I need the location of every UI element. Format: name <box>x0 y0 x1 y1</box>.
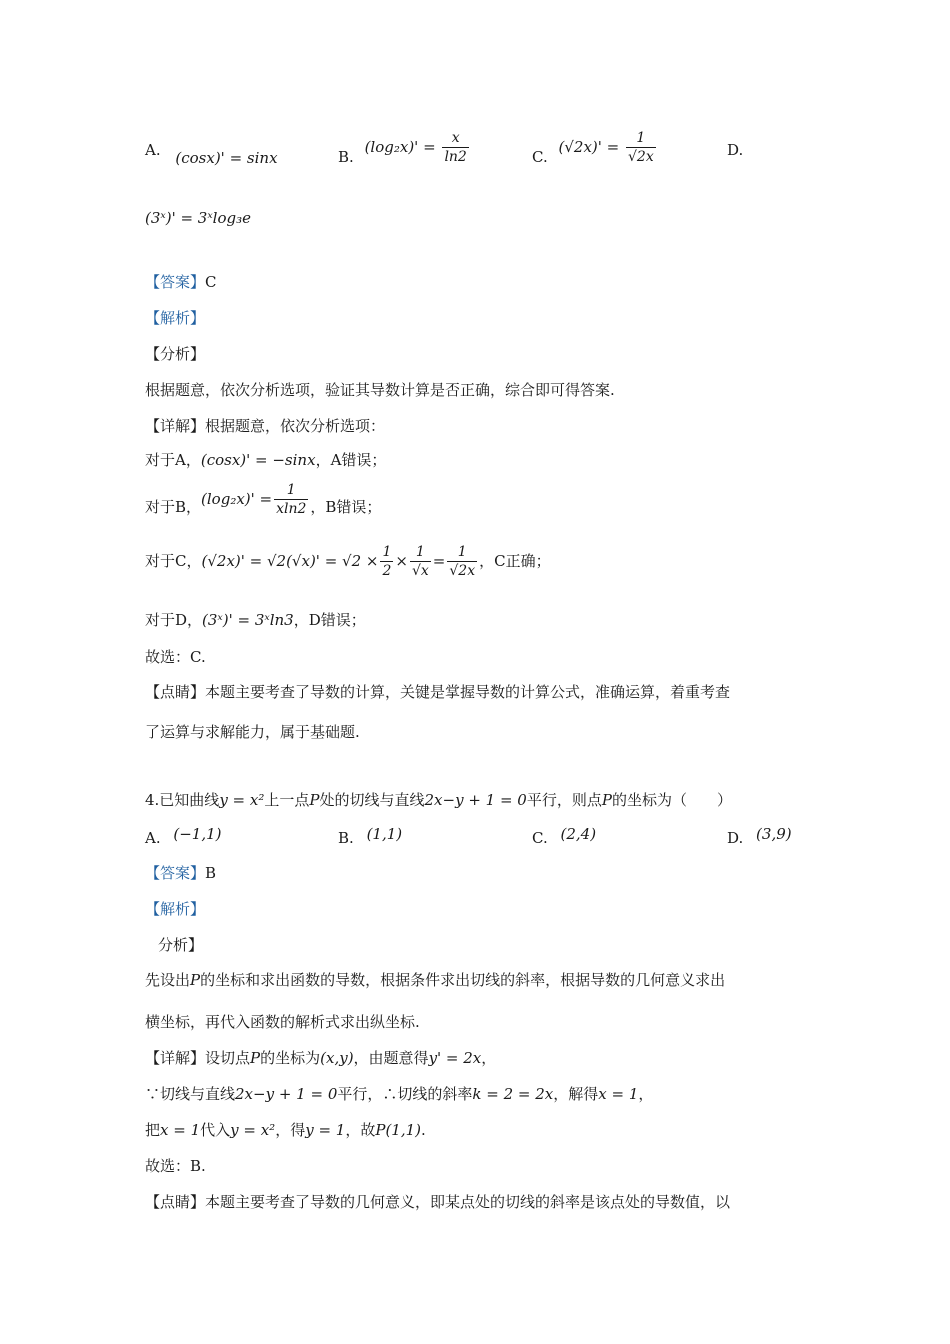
line-b-post: ，B错误； <box>310 498 382 516</box>
option-c-lhs: (√2x)' = <box>558 138 620 156</box>
q4-option-b <box>338 824 403 847</box>
q4-xj1-mid2: ，由题意得 <box>353 1049 429 1067</box>
q4-xiangjie-line2 <box>145 1084 653 1104</box>
q4-stem-p2: P <box>601 791 612 809</box>
q4-analysis-tag: 【解析】 <box>145 900 206 918</box>
q4-d-letter: D. <box>727 829 744 847</box>
option-b-numerator: x <box>451 130 460 146</box>
q4-xj2-math3: x = 1 <box>598 1085 639 1103</box>
q4-dianjing-text: 本题主要考查了导数的几何意义，即某点处的切线的斜率是该点处的导数值，以 <box>205 1193 731 1211</box>
q4-stem-pre: 4.已知曲线 <box>145 791 220 809</box>
q4-c-letter: C. <box>532 829 548 847</box>
q4-xj2-end: ， <box>638 1085 654 1103</box>
option-a-formula: (cosx)' = sinx <box>175 149 278 167</box>
q4-xj2-math2: k = 2 = 2x <box>472 1085 554 1103</box>
q3-answer-line <box>145 272 217 292</box>
q4-xiangjie-tag: 【详解】 <box>145 1049 206 1067</box>
q4-option-c <box>532 824 597 847</box>
q3-dianjing-line2: 了运算与求解能力，属于基础题. <box>145 723 360 741</box>
q4-dianjing-line <box>145 1192 730 1212</box>
q4-choose: 故选：B. <box>145 1157 206 1175</box>
q4-stem-end: 的坐标为（ ） <box>611 791 732 809</box>
q4-stem-mid1: 上一点 <box>264 791 310 809</box>
answer-tag: 【答案】 <box>145 273 206 291</box>
q4-stem-math1: y = x² <box>219 791 265 809</box>
line-b-fraction <box>274 482 308 518</box>
line-c-n1: 1 <box>382 544 392 560</box>
line-c-post: ，C正确； <box>479 552 551 570</box>
q4-fenxi-label: 分析】 <box>158 936 204 954</box>
line-c <box>145 544 551 580</box>
line-b-math: (log₂x)' = <box>201 490 273 508</box>
line-c-frac1 <box>380 544 393 580</box>
line-b-pre: 对于B， <box>145 498 202 516</box>
q4-xj1-pre: 设切点 <box>205 1049 251 1067</box>
answer-value: C <box>205 273 217 291</box>
q4-xj3-mid: 代入 <box>200 1121 231 1139</box>
q4-xj1-math: (x,y) <box>320 1049 354 1067</box>
option-b-lhs: (log₂x)' = <box>364 138 436 156</box>
q4-xj2-mid: 平行，∴切线的斜率 <box>337 1085 473 1103</box>
line-a-math: (cosx)' = −sinx <box>200 451 316 469</box>
q4-fenxi-line1 <box>145 970 725 990</box>
q4-answer-line <box>145 863 216 883</box>
q4-xj3-math2: y = x² <box>230 1121 276 1139</box>
q4-xj3-math3: y = 1 <box>305 1121 346 1139</box>
line-b-num: 1 <box>286 482 296 498</box>
q4-d-value: (3,9) <box>756 825 792 843</box>
q4-b-letter: B. <box>338 829 354 847</box>
line-d-math: (3ˣ)' = 3ˣln3 <box>202 611 294 629</box>
q4-stem-p: P <box>309 791 320 809</box>
line-c-math: (√2x)' = √2(√x)' = √2 × <box>201 552 379 570</box>
q4-xj3-math: x = 1 <box>160 1121 201 1139</box>
q4-a-value: (−1,1) <box>173 825 222 843</box>
line-c-frac3 <box>447 544 477 580</box>
q4-xj3-math4: P(1,1) <box>375 1121 422 1139</box>
xiangjie-tag: 【详解】 <box>145 417 206 435</box>
line-a-pre: 对于A， <box>145 451 201 469</box>
analysis-tag: 【解析】 <box>145 309 206 327</box>
q4-fenxi-p: P <box>190 971 201 989</box>
option-c-fraction <box>626 130 656 166</box>
q4-xj3-mid2: ，得 <box>275 1121 306 1139</box>
xiangjie-text: 根据题意，依次分析选项： <box>205 417 386 435</box>
line-c-pre: 对于C， <box>145 552 202 570</box>
xiangjie-line <box>145 416 385 436</box>
q4-answer-tag: 【答案】 <box>145 864 206 882</box>
q4-c-value: (2,4) <box>560 825 597 843</box>
q4-stem-mid2: 处的切线与直线 <box>319 791 425 809</box>
line-a-post: ，A错误； <box>315 451 387 469</box>
q4-a-letter: A. <box>145 829 161 847</box>
q4-option-a <box>145 824 222 847</box>
line-c-times: × <box>395 552 408 570</box>
q4-xj1-mid: 的坐标为 <box>260 1049 321 1067</box>
fenxi-tag: 【分析】 <box>145 345 206 363</box>
line-c-d2: √x <box>411 563 429 579</box>
option-d-letter: D. <box>727 141 744 159</box>
q4-fenxi-line2: 横坐标，再代入函数的解析式求出纵坐标. <box>145 1013 420 1031</box>
q4-option-d <box>727 824 792 847</box>
line-c-n3: 1 <box>457 544 467 560</box>
option-b <box>338 130 471 166</box>
q4-fenxi-pre: 先设出 <box>145 971 191 989</box>
q4-xj3-end: . <box>421 1121 426 1139</box>
q4-xj1-end: ， <box>481 1049 497 1067</box>
line-b-den: xln2 <box>276 501 307 517</box>
option-c-letter: C. <box>532 148 548 166</box>
q4-xj2-mid2: ，解得 <box>553 1085 599 1103</box>
q4-xj2-math: 2x−y + 1 = 0 <box>235 1085 338 1103</box>
option-c <box>532 130 658 166</box>
q3-choose: 故选：C. <box>145 648 206 666</box>
line-c-frac2 <box>410 544 431 580</box>
dianjing-tag: 【点睛】 <box>145 683 206 701</box>
q4-stem-math2: 2x−y + 1 = 0 <box>424 791 527 809</box>
q4-dianjing-tag: 【点睛】 <box>145 1193 206 1211</box>
q4-xiangjie-line3 <box>145 1120 426 1140</box>
line-c-d1: 2 <box>382 563 392 579</box>
q4-xj3-pre: 把 <box>145 1121 161 1139</box>
q4-stem-mid3: 平行，则点 <box>526 791 602 809</box>
option-d-formula: (3ˣ)' = 3ˣlog₃e <box>145 209 251 227</box>
line-d-pre: 对于D， <box>145 611 203 629</box>
fenxi-text: 根据题意，依次分析选项，验证其导数计算是否正确，综合即可得答案. <box>145 381 615 399</box>
line-c-d3: √2x <box>449 563 476 579</box>
q3-dianjing-line1 <box>145 682 730 702</box>
line-c-n2: 1 <box>415 544 425 560</box>
q4-xj1-math2: y' = 2x <box>428 1049 482 1067</box>
dianjing-text1: 本题主要考查了导数的计算，关键是掌握导数的计算公式，准确运算，着重考查 <box>205 683 731 701</box>
option-b-letter: B. <box>338 148 354 166</box>
q4-answer-value: B <box>205 864 217 882</box>
q4-xj3-mid3: ，故 <box>345 1121 376 1139</box>
line-d <box>145 610 366 630</box>
line-a <box>145 450 386 470</box>
line-d-post: ，D错误； <box>293 611 366 629</box>
line-b <box>145 482 381 518</box>
q4-xj1-p: P <box>250 1049 261 1067</box>
q4-stem <box>145 790 732 810</box>
option-b-denominator: ln2 <box>444 149 467 165</box>
option-c-numerator: 1 <box>636 130 646 146</box>
q4-fenxi-text1: 的坐标和求出函数的导数，根据条件求出切线的斜率，根据导数的几何意义求出 <box>200 971 726 989</box>
option-b-fraction <box>442 130 468 166</box>
q4-xj2-pre: ∵切线与直线 <box>145 1085 236 1103</box>
line-c-eq: = <box>432 552 446 570</box>
option-c-denominator: √2x <box>628 149 654 165</box>
q4-xiangjie-line1 <box>145 1048 496 1068</box>
q4-b-value: (1,1) <box>366 825 403 843</box>
option-a <box>145 140 278 167</box>
option-a-letter: A. <box>145 141 161 159</box>
